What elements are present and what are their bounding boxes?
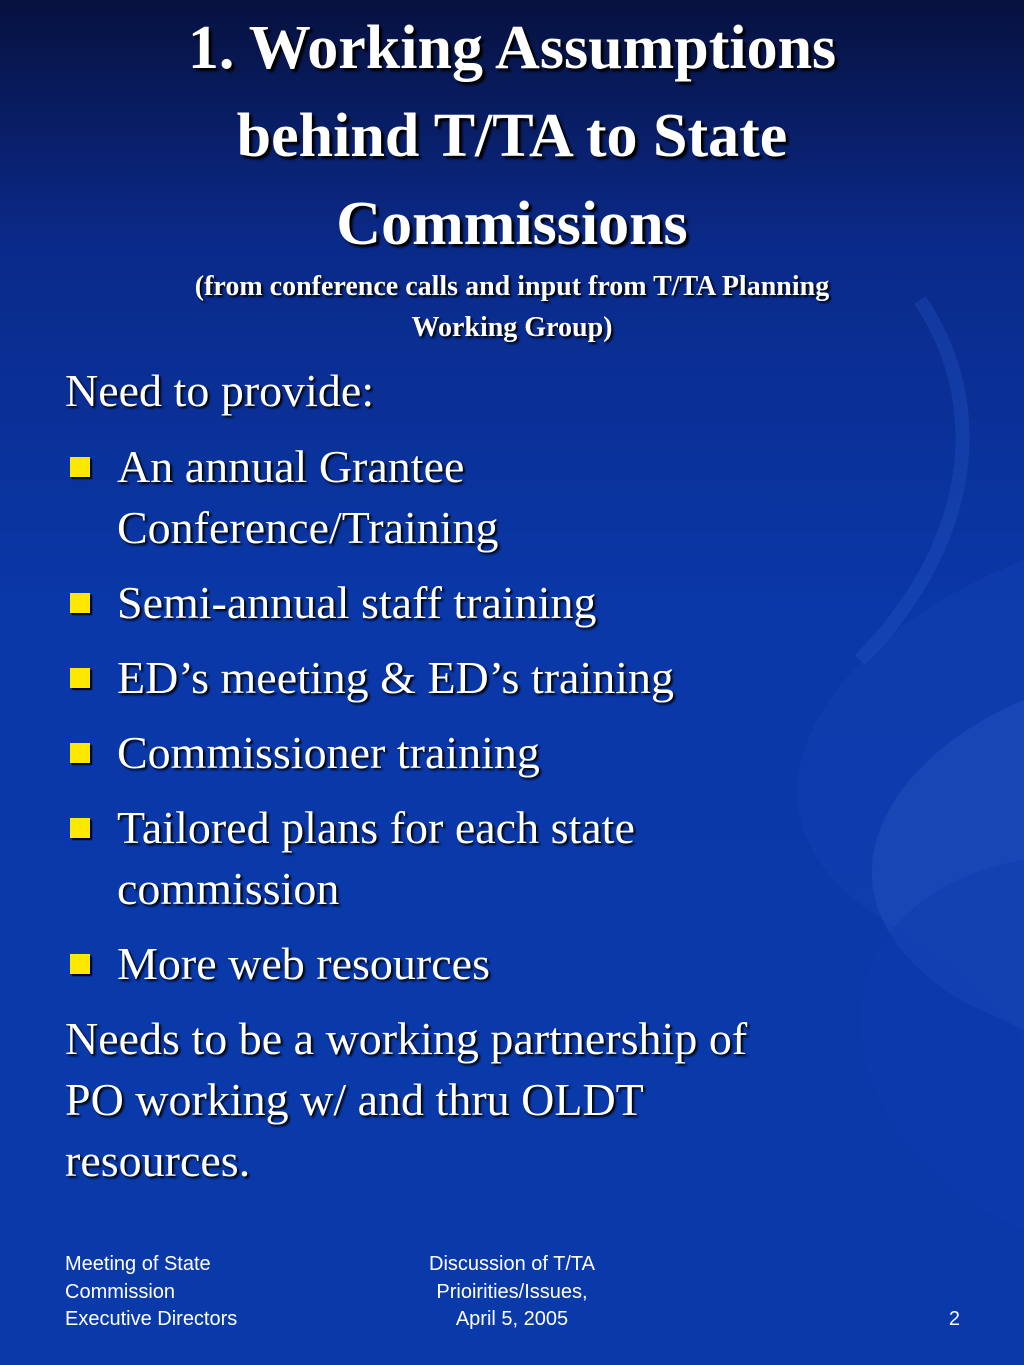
bullet-item — [65, 722, 965, 783]
footer-line: April 5, 2005 — [455, 1308, 569, 1330]
yellow-square-bullet-icon — [70, 818, 90, 838]
footer-center — [392, 1251, 632, 1334]
footer-line: Commission — [65, 1280, 176, 1303]
footer-left — [65, 1251, 325, 1334]
bullet-item — [65, 933, 965, 994]
closing-line: PO working w/ and thru OLDT — [65, 1074, 644, 1125]
bullet-text: An annual Grantee — [117, 441, 465, 492]
bullet-text: Semi-annual staff training — [117, 577, 597, 628]
yellow-square-bullet-icon — [70, 668, 90, 688]
slide-subtitle — [40, 266, 984, 348]
bullet-item — [65, 436, 965, 558]
slide-title — [40, 4, 984, 268]
footer-line: Prioirities/Issues, — [436, 1280, 588, 1303]
yellow-square-bullet-icon — [70, 743, 90, 763]
title-line: Commissions — [336, 190, 688, 258]
title-line: 1. Working Assumptions — [187, 14, 837, 82]
bullet-text: Commissioner training — [117, 727, 540, 778]
closing-text — [65, 1008, 1017, 1191]
subtitle-line: (from conference calls and input from T/TA Planning — [194, 271, 830, 302]
bullet-list — [65, 436, 965, 1008]
bullet-item — [65, 647, 965, 708]
footer-line: Meeting of State — [65, 1253, 211, 1275]
bullet-text: More web resources — [117, 938, 490, 989]
closing-line: Needs to be a working partnership of — [65, 1013, 748, 1064]
bullet-text: Tailored plans for each state — [117, 802, 635, 853]
yellow-square-bullet-icon — [70, 457, 90, 477]
bullet-item — [65, 572, 965, 633]
lead-text: Need to provide: — [65, 365, 375, 416]
title-line: behind T/TA to State — [236, 102, 788, 170]
closing-line: resources. — [65, 1135, 251, 1186]
bullet-item — [65, 797, 965, 919]
yellow-square-bullet-icon — [70, 954, 90, 974]
footer-line: Executive Directors — [65, 1308, 238, 1330]
bullet-text: commission — [117, 863, 340, 914]
yellow-square-bullet-icon — [70, 593, 90, 613]
subtitle-line: Working Group) — [411, 312, 613, 343]
bullet-text: ED’s meeting & ED’s training — [117, 652, 675, 703]
page-number: 2 — [948, 1308, 960, 1330]
bullet-text: Conference/Training — [117, 502, 499, 553]
footer-line: Discussion of T/TA — [429, 1253, 595, 1275]
